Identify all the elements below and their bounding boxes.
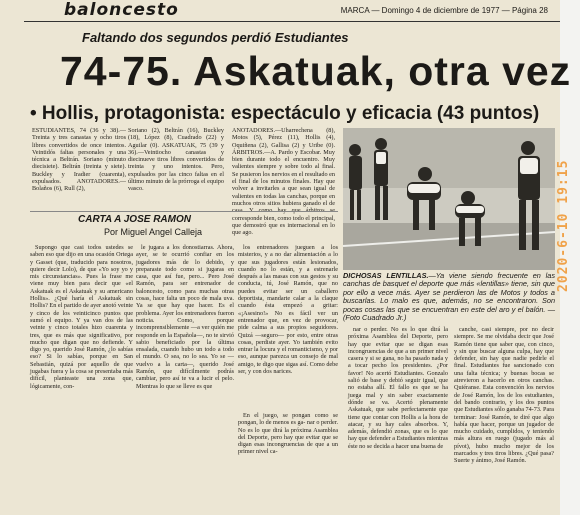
letter-text: le jugara a los donostiarras. Ahora, ayer, se te ocurrió confiar en los jugadores más de lo debido, y preparaste todo como si jugaras en casa, que así fue, pero... Pero José Ramón, para ser entrenador de baloncesto, como para muchas otras cosas, hace falta un poco de mala uva. Ya se que hay que hacer. Es el problema. Ayer los entrenadores fueron noticia. Como, porque incomprensiblemente —a ver quién me responde en la Española—, no te sirvió sabio beneficiado por la última ensalada, cuando hubo un todo a todo el mundo. O sea, no lo sea. Yo se —vuelvo a la carta—, querido José Ramón, que difícilmente podrás cambiar, pero así te va a lucir el pelo. Mientras lo que se lleve es que (136, 244, 234, 390)
letter-column-2 (136, 244, 234, 515)
summary-text: ANOTADORES.—Uharrechena (8), Motos (5), Pérez (11), Hollis (4), Oquiñena (2), Gallisa (2) y Uribe (0). ÁRBITROS.—A. Pardo y Escobar. Muy bien durante todo el encuentro. Muy valientes siempre y sobre todo al final. Se pusieron los nervios en el resultado en el final de los minutos finales. Hay que volver a invitarles a que sean igual de valientes en todas las canchas, porque en muchos otros sitios hubiera ganado el de corresponde bien, como todo el principal, que demostró que es internacional en lo que ago. (232, 127, 335, 237)
summary-text: ESTUDIANTES, 74 (36 y 38).—Treinta y tres canastas y ocho tiros libres convertidos de once intentos. Veintidós faltas personales y una técnica a Beltrán. Soriano (minuto diecisiete). Beltrán (treinta y siete). Buckley y Iradier (cuarenta), expulsados. ANOTADORES.—Bolaños (6), Rull (2), (32, 127, 126, 193)
letter-column-4 (348, 326, 448, 515)
letter-column-1 (30, 244, 133, 515)
photo-illustration (343, 128, 555, 270)
column-byline: Por Miguel Angel Calleja (104, 227, 203, 237)
summary-text: Soriano (2), Beltrán (16), Buckley (18), López (8), Cuadrado (22) y Aguilar (0). ASKATUAK, 75 (39 y 36).—Veintiocho canastas y diecinueve tiros libres convertidos de treinta y uno intentos. Pero, expulsados por las cinco faltas en el último minuto de la prórroga el equipo vasco. (128, 127, 224, 193)
column-divider (30, 211, 338, 212)
section-label: baloncesto (64, 0, 179, 20)
section-header (24, 0, 560, 22)
letter-text: Supongo que casi todos ustedes se saben eso que dijo en una ocasión Ortega y Gasset (que, traducido para nosotros, quiere decir Lolo), de que «Yo soy yo y mis circunstancias». Pues la frase me viene muy bien para decir que «el Askatuak es el Askatuak y su americano Hollis». ¿Qué haría el Askatuak sin Hollis? En el partido de ayer anotó veinte y cinco de los veinticinco puntos que sumó el equipo. Y ya van dos de las veinte y cinco totales hizo cuarenta y tres, que es más que significativo, por mucho que digan que no defiende. Y digo yo, querido José Ramón, ¿lo sabías eso? Si lo sabías, porque en San Sebastián, quizá por aquello de que jugabas fuera y la cosa se presentaba más difícil, planteaste una zona que, lógicamente, con- (30, 244, 133, 390)
letter-text: nar o perder. No es lo que dirá la próxima Asamblea del Deporte, pero hay que evitar que se digan esas incongruencias de que a un primer nivel casera y si se gana, no ha pasado nada y a tocar pecho los presidentes. ¿Por favor! No acertó Estudiantes. Gonzalo salió de base y debió seguir igual, que no estaba allí. El fallo es que se ha juega mal y sin saber exactamente dónde se va. Acertó plenamente Askatuak, que sabe perfectamente que tiene que contar con Hollis a la hora de atacar, y su hay cales absorbos. Y, además, defendió zonas, que es lo que hay que defender a Estudiantes mientras éste no se decida a hacer una buena de (348, 326, 448, 450)
date-stamp: 2020-6-10 19:15 (556, 159, 571, 292)
letter-column-3 (238, 244, 338, 409)
letter-text: canche, casi siempre, por no decir siempre. Se me olvidaba decir que José Ramón tiene que saber que, con cinco, y sin que buscar alguna culpa, hay que defender, sin hay que nadie pedirle el final. Estudiantes fue sancionado con una falta técnica; y buenas bocas se atrevieron a hacerlo en otros canchas. Quiéranse. Esta convención los nervios de José Ramón, los de los estudiantes, del bando contrario, y los dos puntos que Estudiantes sólo ganaba 74-73. Para terminar: José Ramón, te diré que algo había que hacer, porque un jugador de mucho cuidado, cumplidos, y teniendo más altura en ruego (jugado más al pívot), hubo mucho mejor de los marcados y tres tiros libres. ¿Qué pasa? Suerte y ánimo, José Ramón. (454, 326, 555, 465)
caption-lead: DICHOSAS LENTILLAS. (343, 271, 429, 280)
summary-column-3 (232, 127, 335, 237)
caption-body: —Ya viene siendo frecuente en las canchas de basquet el deporte que más «lentillas» tiene, sin que por ello a vece más. Ayer se perdieron las de Motos y todos a buscarlas. Lo malo es que, además, no se encontraron. Son pocas cosas las que se encuentran en este del aro y el balón. (343, 271, 555, 314)
column-title: CARTA A JOSE RAMON (78, 214, 191, 225)
letter-text: los entrenadores jueguen a los misterios, y a no dar alimentación a lo que sus jugadores están lesionados, cuando no lo están, y a estrenarle después a las masas con sus gestos y su conducta, tú, José Ramón, que no puedes evitar ser un caballero deportista, mandarte calar a la claque cuando ésta empezó a gritar: «¡Asesino!» No es fácil ver un entrenador que, en vez de provocar, pide calma a sus propios seguidores. Quizá —seguro— por esto, entre otras cosas, perdiste ayer. Yo también evito entrar la locura y el romanticismo, y por eso, aunque parezca un consejo de mal amigo, te digo que sigas así. Como debe ser, y con dos narices. (238, 244, 338, 376)
summary-column-1 (32, 127, 126, 205)
summary-column-2 (128, 127, 224, 205)
page-folio: MARCA — Domingo 4 de diciembre de 1977 — Página 28 (340, 6, 548, 15)
game-photo (343, 128, 555, 270)
photo-credit: — (Foto Cuadrado Jr.) (343, 304, 555, 323)
letter-text: En el juego, se pongan como se pongan, lo de menos es ga- nar o perder. No es lo que dirá la próxima Asamblea del Deporte, pero hay que evitar que se digan esas incongruencias de que a un primer nivel ca- (238, 412, 338, 456)
article-kicker: Faltando dos segundos perdió Estudiantes (82, 30, 349, 45)
photo-caption (343, 272, 555, 324)
article-subhead: • Hollis, protagonista: espectáculo y eficacia (43 puntos) (30, 103, 540, 124)
article-headline: 74-75. Askatuak, otra vez (60, 48, 572, 94)
letter-column-3b (238, 412, 338, 515)
letter-column-5 (454, 326, 554, 515)
